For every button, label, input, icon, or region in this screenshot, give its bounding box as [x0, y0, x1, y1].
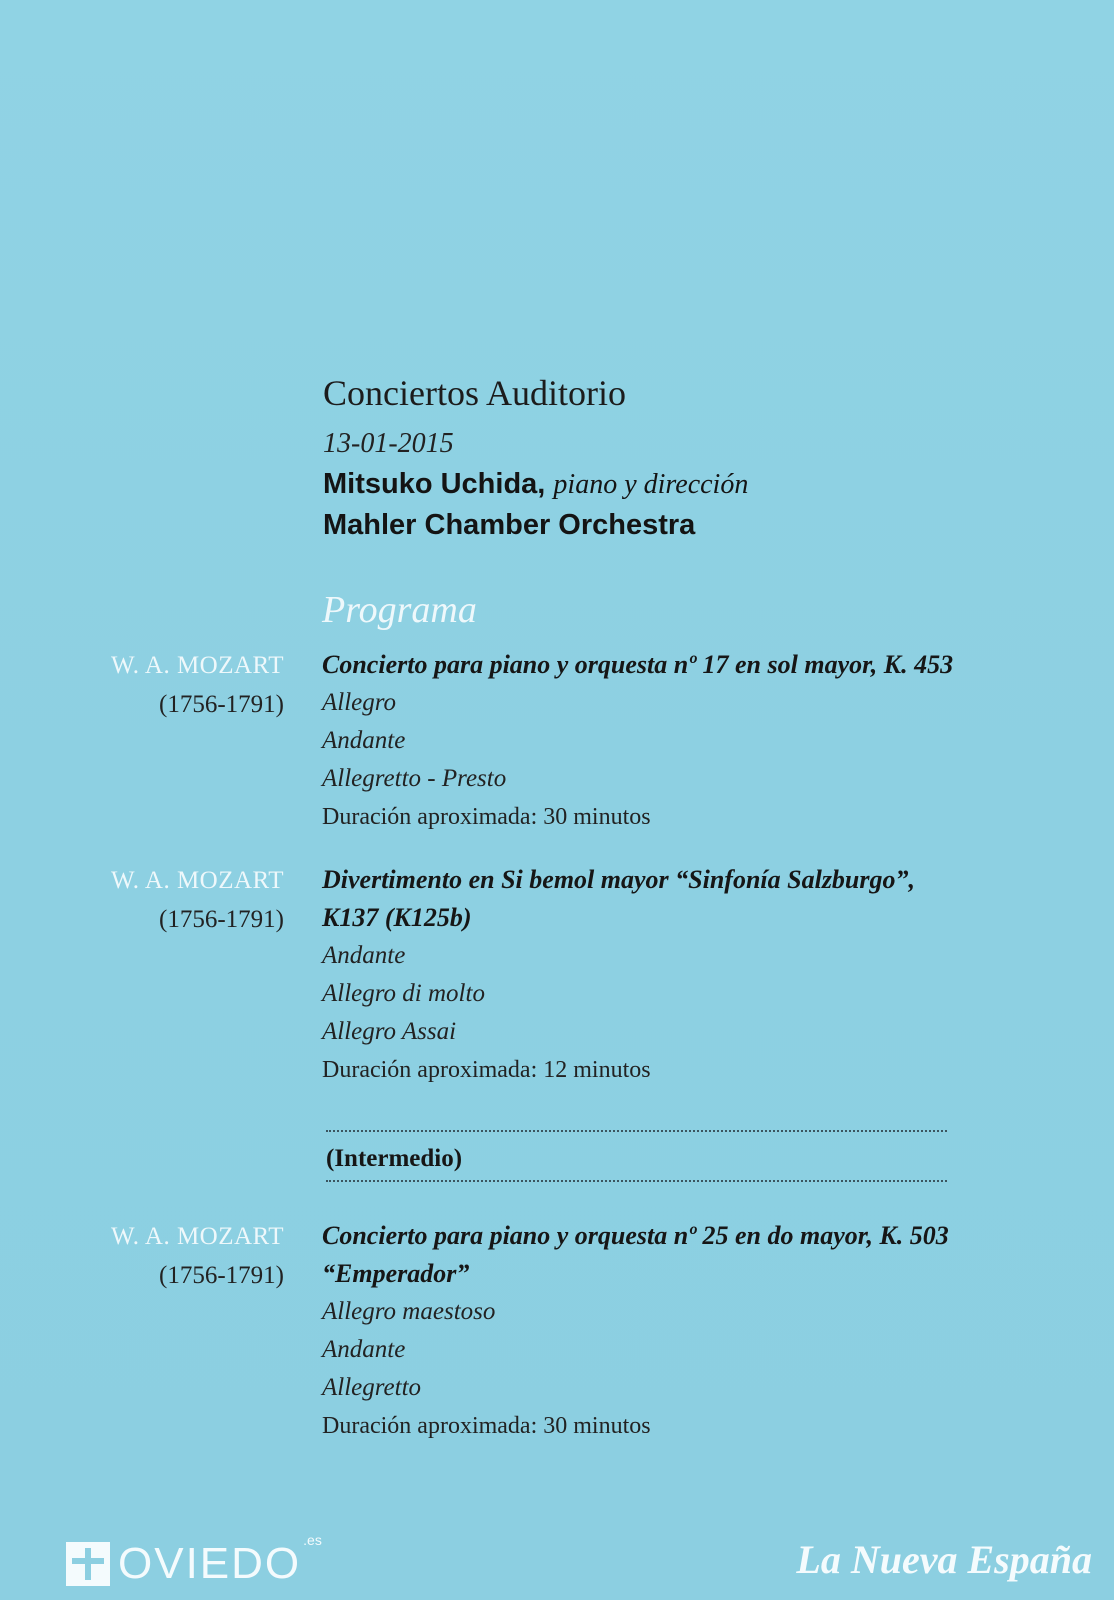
- movement: Allegro maestoso: [322, 1298, 496, 1325]
- work-block: [322, 1217, 1067, 1445]
- oviedo-logo-text: OVIEDO: [118, 1539, 302, 1588]
- performer-line: [323, 464, 1063, 505]
- movement: Andante: [322, 727, 406, 754]
- work-block: [322, 861, 1067, 1089]
- concert-date: 13-01-2015: [323, 428, 454, 459]
- composer-block: [0, 646, 284, 724]
- duration: Duración aproximada: 30 minutos: [322, 1413, 651, 1439]
- composer-block: [0, 1217, 284, 1295]
- intermission-label: (Intermedio): [326, 1145, 463, 1172]
- series-title: Conciertos Auditorio: [323, 373, 626, 413]
- oviedo-emblem-icon: [66, 1542, 110, 1586]
- oviedo-logo: [66, 1532, 322, 1586]
- movement: Allegro Assai: [322, 1018, 457, 1045]
- composer-years: (1756-1791): [159, 691, 284, 718]
- performer-name: Mitsuko Uchida,: [323, 468, 546, 500]
- work-title: Divertimento en Si bemol mayor “Sinfonía Salzburgo”,: [322, 865, 916, 894]
- movement: Andante: [322, 1336, 406, 1363]
- duration: Duración aproximada: 30 minutos: [322, 804, 651, 830]
- divider-top: [326, 1130, 947, 1132]
- movement: Allegretto - Presto: [322, 765, 507, 792]
- duration: Duración aproximada: 12 minutos: [322, 1057, 651, 1083]
- composer-years: (1756-1791): [159, 1262, 284, 1289]
- program-heading: Programa: [322, 589, 477, 631]
- composer-name: W. A. MOZART: [110, 1223, 284, 1250]
- work-title-continued: K137 (K125b): [322, 903, 472, 932]
- composer-block: [0, 861, 284, 939]
- movement: Allegretto: [322, 1374, 422, 1401]
- work-title: Concierto para piano y orquesta nº 17 en sol mayor, K. 453: [322, 650, 954, 679]
- performer-role: piano y dirección: [553, 469, 749, 500]
- composer-name: W. A. MOZART: [110, 867, 284, 894]
- work-title-continued: “Emperador”: [322, 1259, 470, 1288]
- movement: Andante: [322, 942, 406, 969]
- work-title: Concierto para piano y orquesta nº 25 en do mayor, K. 503: [322, 1221, 949, 1250]
- orchestra-name: Mahler Chamber Orchestra: [323, 509, 696, 541]
- oviedo-logo-suffix: .es: [303, 1532, 322, 1548]
- concert-header: [323, 370, 1063, 545]
- composer-years: (1756-1791): [159, 906, 284, 933]
- movement: Allegro: [322, 689, 397, 716]
- composer-name: W. A. MOZART: [110, 652, 284, 679]
- movement: Allegro di molto: [322, 980, 485, 1007]
- la-nueva-espana-logo: La Nueva España: [796, 1537, 1092, 1582]
- divider-bottom: [326, 1180, 947, 1182]
- work-block: [322, 646, 1067, 836]
